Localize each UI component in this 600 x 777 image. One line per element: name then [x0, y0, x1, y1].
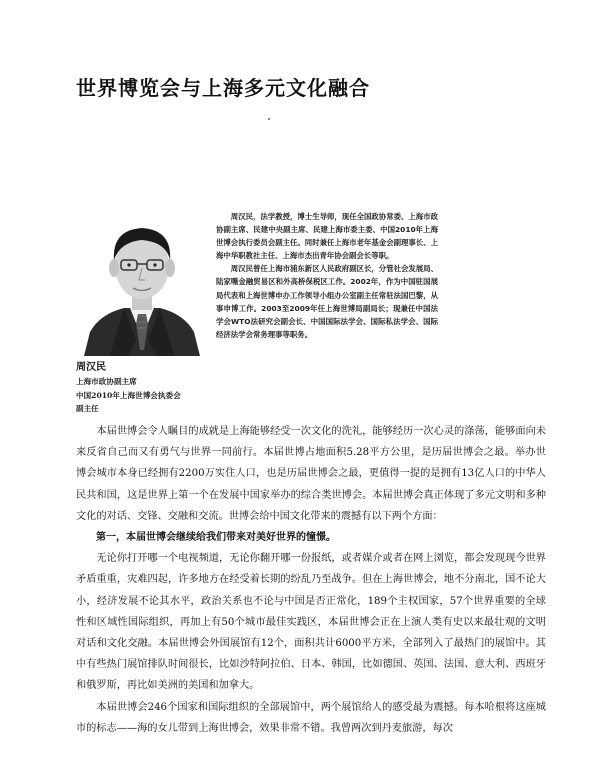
- body-paragraph: 本届世博会246个国家和国际组织的全部展馆中，两个展馆给人的感受最为震撼。每本哈根将这座城市的标志——海的女儿带到上海世博会，效果非常不错。我曾两次到丹麦旅游，每次: [76, 701, 546, 734]
- bio-paragraph: 周汉民曾任上海市浦东新区人民政府副区长，分管社会发展局、陆家嘴金融贸易区和外高桥保税区工作。2002年，作为中国驻国展局代表和上海世博申办工作领导小组办公室副主任常驻法国巴黎，从事申博工作。2003至2009年任上海世博局副局长；现兼任中国法学会WTO法研究会副会长、中国国际法学会、国际私法学会、国际经济法学会常务理事等职务。: [216, 264, 438, 339]
- author-role: 中国2010年上海世博会执委会: [76, 390, 181, 400]
- article-title: 世界博览会与上海多元文化融合: [76, 76, 370, 100]
- author-role: 副主任: [76, 404, 99, 413]
- author-photo: [76, 200, 208, 356]
- author-name: 周汉民: [76, 362, 106, 373]
- body-paragraph: 无论你打开哪一个电视频道，无论你翻开哪一份报纸，或者媒介或者在网上浏览，都会发现现今世界矛盾重重，灾难四起，许多地方在经受着长期的纷乱乃至战争。但在上海世博会，地不分南北，国不论大小，经济发展不论其水平，政治关系也不论与中国是否正常化，189个主权国家，57个世界重要的全球性和区域性国际组织，再加上有50个城市最佳实践区，本届世博会正在上演人类有史以来最壮观的文明对话和文化交融。本届世博会外国展馆有12个，面积共计6000平方米，全部列入了最热门的展馆中。其中有些热门展馆排队时间很长，比如沙特阿拉伯、日本、韩国，比如德国、英国、法国、意大利、西班牙和俄罗斯，再比如美洲的美国和加拿大。: [76, 553, 546, 692]
- author-bio: [216, 210, 438, 341]
- author-role: 上海市政协副主席: [76, 377, 137, 386]
- body-paragraph: 本届世博会令人瞩目的成就是上海能够经受一次文化的洗礼，能够经历一次心灵的涤荡，能够面向未来反省自己而又有勇气与世界一同前行。本届世博占地面积5.28平方公里，是历届世博会之最。举办世博会城市本身已经拥有2200万实住人口，也是历届世博会之最，更值得一提的是拥有13亿人口的中华人民共和国，这是世界上第一个在发展中国家举办的综合类世博会。本届世博会真正体现了多元文明和多种文化的对话、交锋、交融和交流。世博会给中国文化带来的震撼有以下两个方面：: [76, 426, 546, 522]
- author-roles: [76, 375, 181, 416]
- article-body: [76, 421, 546, 739]
- print-speck: [268, 118, 270, 120]
- section-heading: 第一，本届世博会继续给我们带来对美好世界的憧憬。: [96, 532, 336, 544]
- bio-paragraph: 周汉民，法学教授，博士生导师，现任全国政协常委、上海市政协副主席、民建中央副主席、民建上海市委主委、中国2010年上海世博会执行委员会副主任。同时兼任上海市老年基金会副理事长、上海中华职教社主任、上海市杰出青年协会副会长等职。: [216, 212, 438, 261]
